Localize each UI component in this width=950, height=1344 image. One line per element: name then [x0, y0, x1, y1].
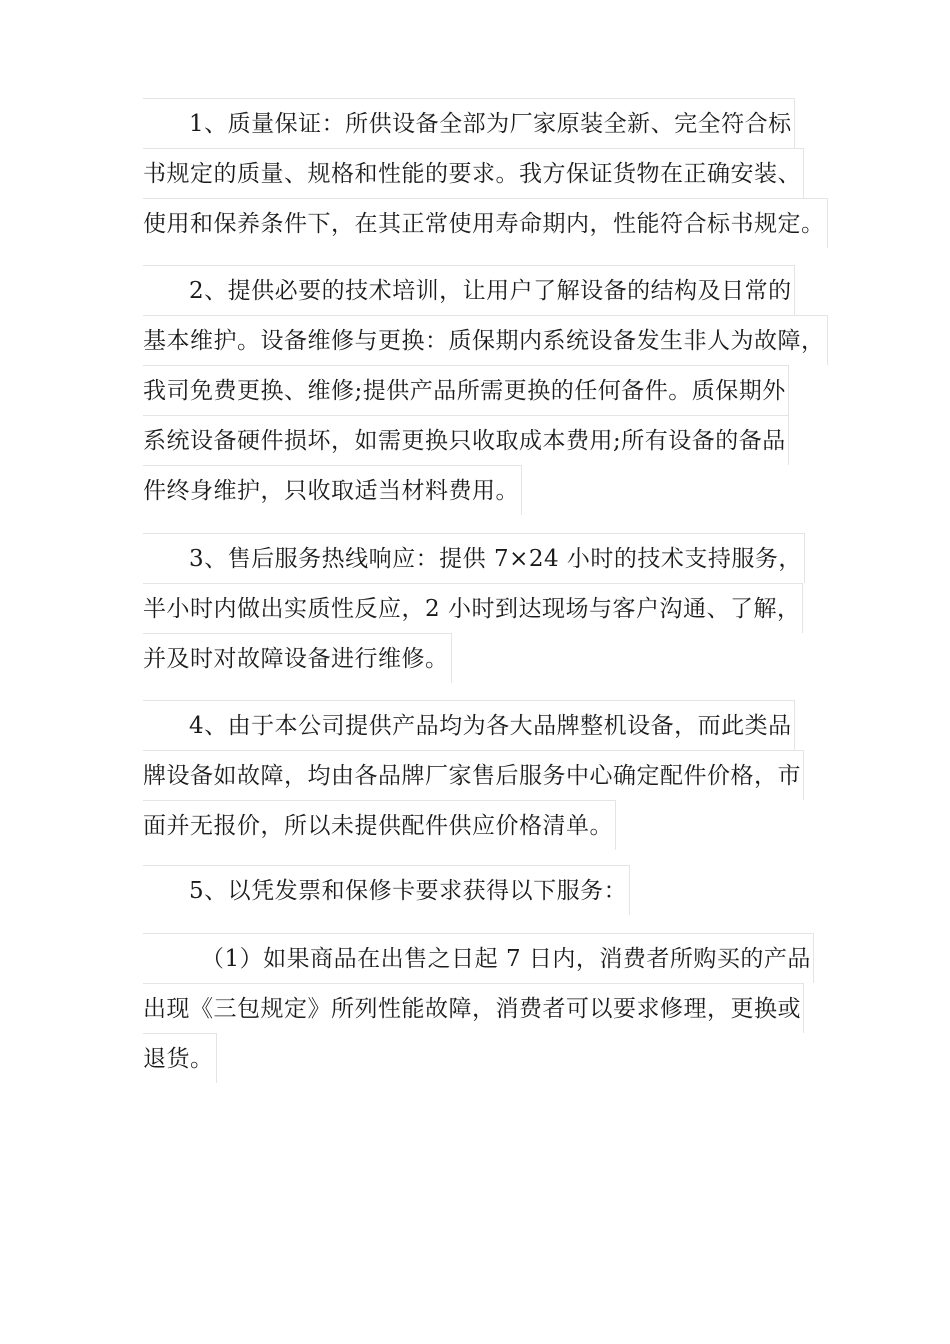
- text-line: 出现《三包规定》所列性能故障，消费者可以要求修理，更换或: [143, 983, 804, 1033]
- text-line: 退货。: [143, 1033, 217, 1083]
- text-line: 并及时对故障设备进行维修。: [143, 633, 452, 683]
- paragraph-brand-equipment: [143, 700, 813, 850]
- paragraph-invoice-services: [143, 865, 813, 915]
- text-line: （1）如果商品在出售之日起 7 日内，消费者所购买的产品: [143, 933, 814, 983]
- text-line: 4、由于本公司提供产品均为各大品牌整机设备，而此类品: [143, 700, 795, 750]
- paragraph-technical-training: [143, 265, 825, 515]
- text-line: 系统设备硬件损坏，如需更换只收取成本费用;所有设备的备品: [143, 415, 789, 465]
- text-line: 件终身维护，只收取适当材料费用。: [143, 465, 522, 515]
- text-line: 2、提供必要的技术培训，让用户了解设备的结构及日常的: [143, 265, 795, 315]
- text-line: 牌设备如故障，均由各品牌厂家售后服务中心确定配件价格，市: [143, 750, 804, 800]
- text-line: 3、售后服务热线响应：提供 7×24 小时的技术支持服务，: [143, 533, 805, 583]
- text-line: 我司免费更换、维修;提供产品所需更换的任何备件。质保期外: [143, 365, 789, 415]
- text-line: 5、以凭发票和保修卡要求获得以下服务：: [143, 865, 630, 915]
- text-line: 面并无报价，所以未提供配件供应价格清单。: [143, 800, 616, 850]
- paragraph-quality-guarantee: [143, 98, 825, 248]
- text-line: 1、质量保证：所供设备全部为厂家原装全新、完全符合标: [143, 98, 795, 148]
- paragraph-hotline-response: [143, 533, 813, 683]
- text-line: 书规定的质量、规格和性能的要求。我方保证货物在正确安装、: [143, 148, 804, 198]
- text-line: 半小时内做出实质性反应，2 小时到达现场与客户沟通、了解，: [143, 583, 803, 633]
- text-line: 基本维护。设备维修与更换：质保期内系统设备发生非人为故障，: [143, 315, 828, 365]
- text-line: 使用和保养条件下，在其正常使用寿命期内，性能符合标书规定。: [143, 198, 828, 248]
- paragraph-three-guarantees: [143, 933, 813, 1083]
